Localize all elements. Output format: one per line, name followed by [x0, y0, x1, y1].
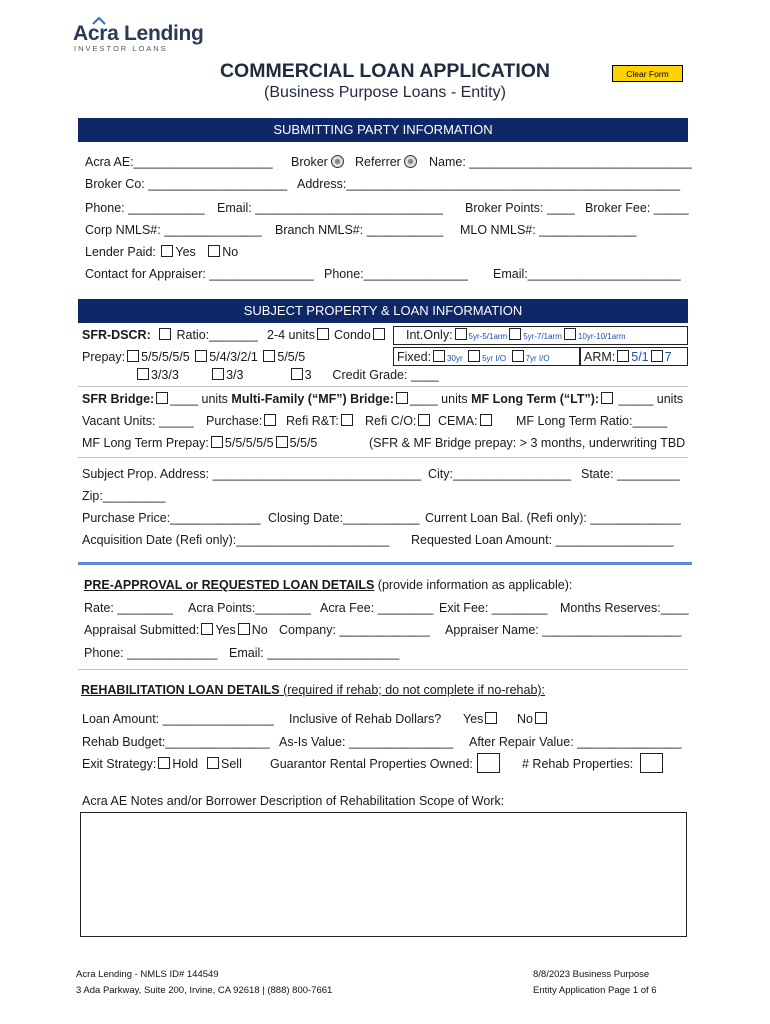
acquisition-date-field[interactable]: Acquisition Date (Refi only):______________________ [82, 533, 390, 547]
appraisal-submitted-label: Appraisal Submitted: [84, 623, 200, 637]
subject-address-field[interactable]: Subject Prop. Address: ______________________________ [82, 467, 422, 481]
exit-strategy-label: Exit Strategy: [82, 757, 157, 771]
fixed-label: Fixed: [397, 350, 432, 364]
city-field[interactable]: City:_________________ [428, 467, 572, 481]
mf-prepay-555-checkbox[interactable] [276, 436, 288, 448]
guarantor-rentals-input[interactable] [477, 753, 500, 773]
units-24-checkbox[interactable] [317, 328, 329, 340]
appraiser-name-field[interactable]: Appraiser Name: ____________________ [445, 623, 682, 637]
io-5-1-label: 5yr-5/1arm [468, 332, 508, 341]
fixed-7io-label: 7yr I/O [525, 354, 550, 363]
cema-label: CEMA: [438, 414, 478, 428]
sfr-dscr-label: SFR-DSCR: [82, 328, 151, 342]
section-divider [78, 562, 692, 565]
broker-points-field[interactable]: Broker Points: ____ [465, 201, 575, 215]
closing-date-field[interactable]: Closing Date:___________ [268, 511, 420, 525]
prepay-label: Prepay: [82, 350, 126, 364]
purchase-option[interactable] [206, 414, 278, 428]
appraisal-yes-label: Yes [215, 623, 236, 637]
contact-appraiser-field[interactable]: Contact for Appraiser: _______________ [85, 267, 314, 281]
rehab-note: (required if rehab; do not complete if no-rehab): [279, 683, 546, 697]
appraiser-phone-field[interactable]: Phone:_______________ [324, 267, 468, 281]
after-repair-value-field[interactable]: After Repair Value: _______________ [469, 735, 682, 749]
company-field[interactable]: Company: _____________ [279, 623, 430, 637]
address-field[interactable]: Address:________________________________________________ [297, 177, 681, 191]
sfr-bridge-label: SFR Bridge: [82, 392, 155, 406]
email-field[interactable]: Email: ___________________________ [217, 201, 443, 215]
io-10-10-label: 10yr-10/1arm [577, 332, 626, 341]
fixed-5io-label: 5yr I/O [482, 354, 507, 363]
mf-lt-units[interactable]: _____ units [618, 392, 684, 406]
broker-radio[interactable] [331, 155, 344, 168]
sfr-dscr-ratio-option[interactable] [157, 328, 258, 342]
bridge-prepay-note: (SFR & MF Bridge prepay: > 3 months, underwriting TBD [369, 436, 686, 450]
exit-fee-field[interactable]: Exit Fee: ________ [439, 601, 548, 615]
referrer-radio[interactable] [404, 155, 417, 168]
mf-lt-ratio-field[interactable]: MF Long Term Ratio:_____ [516, 414, 668, 428]
io-5-7-checkbox[interactable] [509, 328, 521, 340]
refi-co-checkbox[interactable] [418, 414, 430, 426]
broker-option[interactable] [291, 155, 344, 169]
branch-nmls-field[interactable]: Branch NMLS#: ___________ [275, 223, 444, 237]
corp-nmls-field[interactable]: Corp NMLS#: ______________ [85, 223, 262, 237]
cema-checkbox[interactable] [480, 414, 492, 426]
broker-label: Broker [291, 155, 328, 169]
footer-date: 8/8/2023 Business Purpose [533, 969, 650, 980]
requested-loan-field[interactable]: Requested Loan Amount: _________________ [411, 533, 674, 547]
cema-option[interactable] [438, 414, 494, 428]
appraisal-submitted-row [84, 623, 268, 637]
footer-address: 3 Ada Parkway, Suite 200, Irvine, CA 92618 | (888) 800-7661 [76, 985, 333, 996]
preapproval-email-field[interactable]: Email: ___________________ [229, 646, 400, 660]
refi-co-label: Refi C/O: [365, 414, 417, 428]
units-24-option[interactable] [267, 328, 331, 342]
mf-bridge-label: Multi-Family (“MF”) Bridge: [231, 392, 394, 406]
broker-fee-field[interactable]: Broker Fee: _____ [585, 201, 689, 215]
refi-rt-option[interactable] [286, 414, 355, 428]
io-5-1-checkbox[interactable] [455, 328, 467, 340]
appraiser-email-field[interactable]: Email:______________________ [493, 267, 681, 281]
guarantor-rentals-label: Guarantor Rental Properties Owned: [270, 757, 473, 771]
mf-bridge-units[interactable]: ____ units [409, 392, 468, 406]
ratio-checkbox[interactable] [159, 328, 171, 340]
current-loan-bal-field[interactable]: Current Loan Bal. (Refi only): _____________ [425, 511, 681, 525]
condo-label: Condo [334, 328, 371, 342]
divider [78, 457, 688, 458]
mf-prepay-row [82, 436, 317, 450]
inclusive-yes-option[interactable] [463, 712, 499, 726]
divider [78, 669, 688, 670]
divider [78, 386, 688, 387]
fixed-30-checkbox[interactable] [433, 350, 445, 362]
prepay-33-label: 3/3 [226, 368, 244, 382]
mf-prepay-555-label: 5/5/5 [289, 436, 318, 450]
notes-textarea[interactable] [80, 812, 687, 937]
loan-amount-field[interactable]: Loan Amount: ________________ [82, 712, 274, 726]
acra-fee-field[interactable]: Acra Fee: ________ [320, 601, 434, 615]
acra-points-field[interactable]: Acra Points:________ [188, 601, 312, 615]
arm-51-label: 5/1 [631, 350, 649, 364]
logo-tagline: INVESTOR LOANS [74, 44, 168, 53]
appraisal-yes-checkbox[interactable] [201, 623, 213, 635]
purchase-label: Purchase: [206, 414, 263, 428]
as-is-value-field[interactable]: As-Is Value: _______________ [279, 735, 454, 749]
sfr-bridge-units[interactable]: ____ units [170, 392, 228, 406]
rate-field[interactable]: Rate: ________ [84, 601, 173, 615]
refi-co-option[interactable] [365, 414, 432, 428]
mf-prepay-label: MF Long Term Prepay: [82, 436, 209, 450]
appraisal-no-label: No [251, 623, 268, 637]
purchase-checkbox[interactable] [264, 414, 276, 426]
mf-lt-label: MF Long Term (“LT”): [471, 392, 600, 406]
lender-paid-row [85, 245, 238, 259]
clear-form-button[interactable]: Clear Form [612, 65, 683, 82]
phone-field[interactable]: Phone: ___________ [85, 201, 205, 215]
io-5-7-label: 5yr-7/1arm [523, 332, 562, 341]
fixed-row [397, 350, 550, 364]
footer-page: Entity Application Page 1 of 6 [533, 985, 657, 996]
preapproval-note: (provide information as applicable): [374, 578, 573, 592]
fixed-7io-checkbox[interactable] [512, 350, 524, 362]
acra-ae-field[interactable]: Acra AE:____________________ [85, 155, 273, 169]
units-24-label: 2-4 units [267, 328, 315, 342]
int-only-row [406, 328, 626, 342]
rehab-heading-row [81, 683, 545, 697]
int-only-label: Int.Only: [406, 328, 453, 342]
mlo-nmls-field[interactable]: MLO NMLS#: ______________ [460, 223, 637, 237]
prepay-54321-label: 5/4/3/2/1 [209, 350, 258, 364]
footer-nmls: Acra Lending - NMLS ID# 144549 [76, 969, 219, 980]
logo: Acra Lending [73, 22, 204, 45]
sfr-bridge-checkbox[interactable] [156, 392, 168, 404]
lender-paid-yes-label: Yes [175, 245, 196, 259]
inclusive-yes-checkbox[interactable] [485, 712, 497, 724]
appraisal-no-checkbox[interactable] [238, 623, 250, 635]
prepay-555-label: 5/5/5 [277, 350, 306, 364]
io-10-10-checkbox[interactable] [564, 328, 576, 340]
exit-sell-label: Sell [221, 757, 242, 771]
credit-grade-field[interactable]: Credit Grade: ____ [332, 368, 439, 382]
arm-51-checkbox[interactable] [617, 350, 629, 362]
lender-paid-no-checkbox[interactable] [208, 245, 220, 257]
refi-rt-checkbox[interactable] [341, 414, 353, 426]
section-header-submitting: SUBMITTING PARTY INFORMATION [78, 118, 688, 142]
prepay-3-label: 3 [304, 368, 312, 382]
prepay-55555-checkbox[interactable] [127, 350, 139, 362]
refi-rt-label: Refi R&T: [286, 414, 339, 428]
preapproval-heading-row [84, 578, 572, 592]
broker-co-field[interactable]: Broker Co: ____________________ [85, 177, 288, 191]
page-title: COMMERCIAL LOAN APPLICATION [219, 60, 551, 82]
preapproval-heading: PRE-APPROVAL or REQUESTED LOAN DETAILS [84, 578, 375, 592]
exit-sell-checkbox[interactable] [207, 757, 219, 769]
name-field[interactable]: Name: ________________________________ [429, 155, 692, 169]
vacant-units-field[interactable]: Vacant Units: _____ [82, 414, 194, 428]
state-field[interactable]: State: _________ [581, 467, 680, 481]
referrer-option[interactable] [355, 155, 417, 169]
rehab-budget-field[interactable]: Rehab Budget:_______________ [82, 735, 270, 749]
condo-checkbox[interactable] [373, 328, 385, 340]
bridge-row [82, 392, 683, 406]
inclusive-rehab-label: Inclusive of Rehab Dollars? [289, 712, 442, 726]
prepay-3-checkbox[interactable] [291, 368, 303, 380]
inclusive-no-checkbox[interactable] [535, 712, 547, 724]
prepay-row [82, 350, 305, 364]
fixed-30-label: 30yr [447, 354, 463, 363]
arm-7-label: 7 [664, 350, 672, 364]
mf-prepay-55555-label: 5/5/5/5/5 [224, 436, 274, 450]
ratio-field[interactable]: Ratio:_______ [176, 328, 258, 342]
condo-option[interactable] [334, 328, 387, 342]
rehab-properties-label: # Rehab Properties: [522, 757, 634, 771]
preapproval-phone-field[interactable]: Phone: _____________ [84, 646, 218, 660]
page-subtitle: (Business Purpose Loans - Entity) [264, 84, 506, 101]
lender-paid-yes-checkbox[interactable] [161, 245, 173, 257]
fixed-5io-checkbox[interactable] [468, 350, 480, 362]
notes-label: Acra AE Notes and/or Borrower Description of Rehabilitation Scope of Work: [82, 794, 505, 808]
inclusive-yes-label: Yes [463, 712, 484, 726]
exit-hold-checkbox[interactable] [158, 757, 170, 769]
prepay-row-2 [135, 368, 439, 382]
arm-label: ARM: [584, 350, 616, 364]
mf-prepay-55555-checkbox[interactable] [211, 436, 223, 448]
lender-paid-label: Lender Paid: [85, 245, 156, 259]
exit-hold-label: Hold [172, 757, 199, 771]
inclusive-no-option[interactable] [517, 712, 549, 726]
mf-bridge-checkbox[interactable] [396, 392, 408, 404]
prepay-333-checkbox[interactable] [137, 368, 149, 380]
lender-paid-no-label: No [222, 245, 239, 259]
arm-row [584, 350, 672, 364]
months-reserves-field[interactable]: Months Reserves:____ [560, 601, 689, 615]
exit-strategy-row [82, 757, 242, 771]
prepay-333-label: 3/3/3 [151, 368, 179, 382]
arm-7-checkbox[interactable] [651, 350, 663, 362]
rehab-properties-input[interactable] [640, 753, 663, 773]
zip-field[interactable]: Zip:_________ [82, 489, 166, 503]
section-header-subject: SUBJECT PROPERTY & LOAN INFORMATION [78, 299, 688, 323]
prepay-54321-checkbox[interactable] [195, 350, 207, 362]
inclusive-no-label: No [517, 712, 533, 726]
referrer-label: Referrer [355, 155, 401, 169]
prepay-55555-label: 5/5/5/5/5 [141, 350, 190, 364]
rehab-heading: REHABILITATION LOAN DETAILS [81, 683, 280, 697]
purchase-price-field[interactable]: Purchase Price:_____________ [82, 511, 261, 525]
prepay-33-checkbox[interactable] [212, 368, 224, 380]
mf-lt-checkbox[interactable] [601, 392, 613, 404]
prepay-555-checkbox[interactable] [263, 350, 275, 362]
